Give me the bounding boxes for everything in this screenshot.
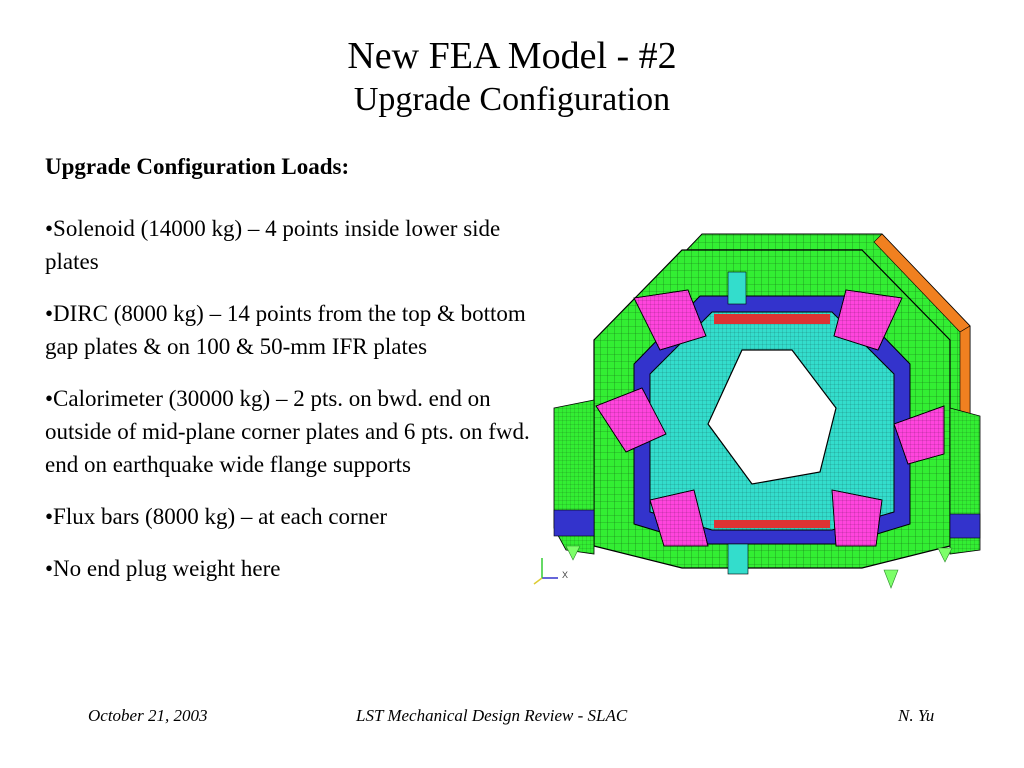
bullet-dirc: •DIRC (8000 kg) – 14 points from the top & bottom gap plates & on 100 & 50-mm IFR plates bbox=[45, 301, 526, 359]
bottom-gap-plate bbox=[728, 544, 748, 574]
axis-triad bbox=[534, 558, 568, 584]
footer-date: October 21, 2003 bbox=[88, 706, 208, 725]
footer-event: LST Mechanical Design Review - SLAC bbox=[356, 706, 628, 725]
axis-x-label: X bbox=[562, 570, 569, 580]
bullet-end-plug: •No end plug weight here bbox=[45, 556, 281, 581]
fea-model-image bbox=[530, 228, 1000, 598]
title-line-2: Upgrade Configuration bbox=[353, 81, 671, 118]
top-gap-plate bbox=[728, 272, 746, 304]
loads-heading: Upgrade Configuration Loads: bbox=[45, 154, 350, 179]
bullet-list bbox=[45, 212, 545, 604]
bullet-calorimeter: •Calorimeter (30000 kg) – 2 pts. on bwd. end on outside of mid-plane corner plates and 6 pts. on fwd. end on earthquake wide flange supports bbox=[45, 386, 530, 477]
title-line-1: New FEA Model - #2 bbox=[347, 35, 677, 77]
bullet-flux-bars: •Flux bars (8000 kg) – at each corner bbox=[45, 504, 388, 529]
bullet-solenoid: •Solenoid (14000 kg) – 4 points inside lower side plates bbox=[45, 216, 501, 274]
footer-author: N. Yu bbox=[898, 706, 935, 725]
slide-title bbox=[0, 32, 1024, 124]
